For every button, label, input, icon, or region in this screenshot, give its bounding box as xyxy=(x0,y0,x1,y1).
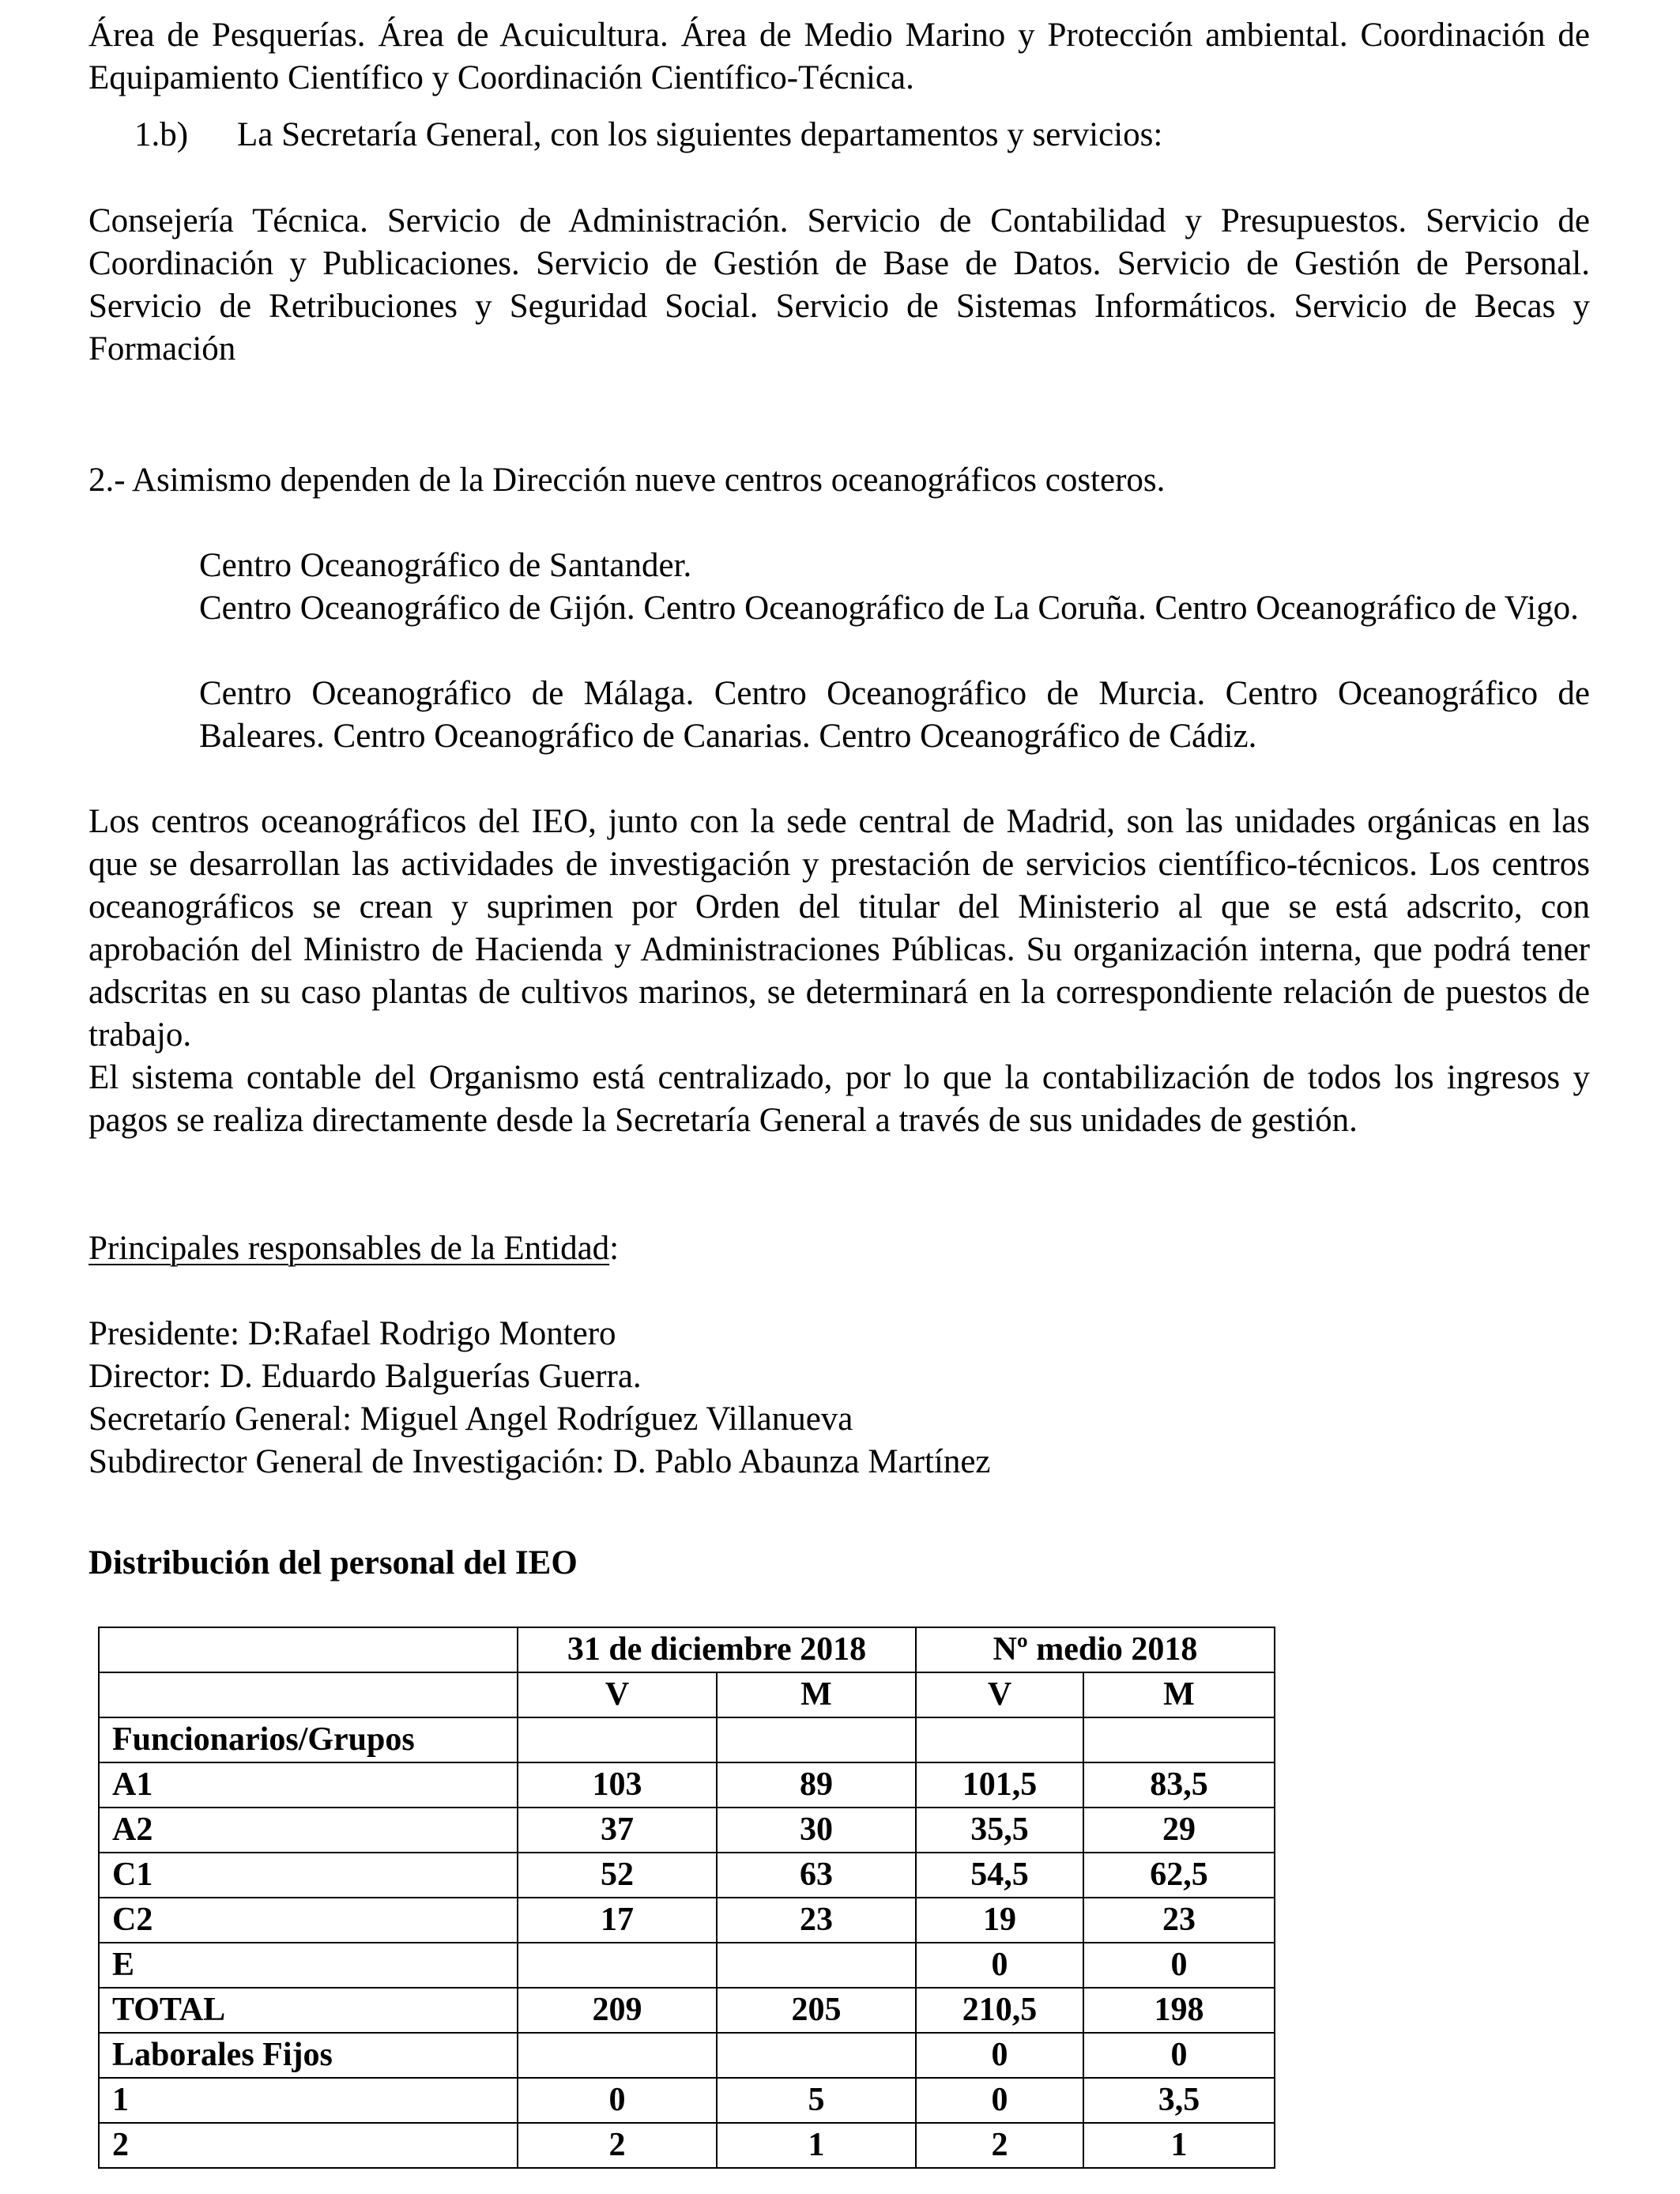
table-cell: 83,5 xyxy=(1083,1762,1275,1808)
table-cell: 5 xyxy=(717,2078,916,2123)
row-label: TOTAL xyxy=(99,1988,518,2033)
table-cell: 23 xyxy=(717,1898,916,1943)
table-row xyxy=(99,2078,1275,2123)
header-empty-cell xyxy=(99,1672,518,1717)
table-row xyxy=(99,1808,1275,1853)
table-cell: 0 xyxy=(1083,2033,1275,2078)
centros-line-3: Centro Oceanográfico de Málaga. Centro Oceanográfico de Murcia. Centro Oceanográfico de Baleares. Centro Oceanográfico de Canarias. Centro Oceanográfico de Cádiz. xyxy=(199,675,1590,755)
table-cell: 89 xyxy=(717,1762,916,1808)
table-cell: 54,5 xyxy=(916,1853,1083,1898)
table-cell xyxy=(717,1717,916,1762)
table-cell: 2 xyxy=(518,2123,717,2168)
sub-header: M xyxy=(1083,1672,1275,1717)
personal-table xyxy=(98,1627,1275,2169)
table-cell xyxy=(1083,1717,1275,1762)
heading-colon: : xyxy=(609,1230,620,1267)
responsables-heading xyxy=(89,1227,1590,1270)
responsable-secretario: Secretarío General: Miguel Angel Rodríguez Villanueva xyxy=(89,1400,853,1438)
table-cell: 210,5 xyxy=(916,1988,1083,2033)
table-cell: 1 xyxy=(1083,2123,1275,2168)
table-cell: 0 xyxy=(518,2078,717,2123)
table-cell: 62,5 xyxy=(1083,1853,1275,1898)
paragraph-centros-intro: 2.- Asimismo dependen de la Dirección nueve centros oceanográficos costeros. xyxy=(89,462,1166,499)
table-row xyxy=(99,1717,1275,1762)
responsable-subdirector: Subdirector General de Investigación: D. Pablo Abaunza Martínez xyxy=(89,1443,991,1480)
table-row xyxy=(99,1943,1275,1988)
table-cell: 0 xyxy=(916,2033,1083,2078)
table-cell xyxy=(916,1717,1083,1762)
table-cell: 205 xyxy=(717,1988,916,2033)
table-row xyxy=(99,1898,1275,1943)
paragraph-secretaria-general xyxy=(134,114,1636,156)
row-label: A1 xyxy=(99,1762,518,1808)
table-cell: 19 xyxy=(916,1898,1083,1943)
group-header-31-dic: 31 de diciembre 2018 xyxy=(518,1627,916,1672)
responsables-heading-text: Principales responsables de la Entidad xyxy=(89,1230,610,1267)
row-label: Laborales Fijos xyxy=(99,2033,518,2078)
table-cell: 29 xyxy=(1083,1808,1275,1853)
table-row xyxy=(99,2033,1275,2078)
table-cell: 17 xyxy=(518,1898,717,1943)
item-number: 1.b) xyxy=(134,116,189,153)
centros-line-1: Centro Oceanográfico de Santander. xyxy=(199,547,692,584)
table-cell: 101,5 xyxy=(916,1762,1083,1808)
table-cell: 2 xyxy=(916,2123,1083,2168)
table-cell: 0 xyxy=(916,2078,1083,2123)
table-cell xyxy=(518,1943,717,1988)
responsable-presidente: Presidente: D:Rafael Rodrigo Montero xyxy=(89,1315,616,1352)
table-cell xyxy=(717,1943,916,1988)
row-label: C1 xyxy=(99,1853,518,1898)
table-cell: 35,5 xyxy=(916,1808,1083,1853)
paragraph-servicios: Consejería Técnica. Servicio de Administración. Servicio de Contabilidad y Presupuestos. Servicio de Coordinación y Publicaciones. Servicio de Gestión de Base de Datos. Servicio de Gestión de Personal. Servicio de Retribuciones y Seguridad Social. Servicio de Sistemas Informáticos. Servicio de Becas y Formación xyxy=(89,202,1590,368)
row-label: E xyxy=(99,1943,518,1988)
paragraph-areas: Área de Pesquerías. Área de Acuicultura. Área de Medio Marino y Protección ambiental. Coordinación de Equipamiento Científico y Coordinación Científico-Técnica. xyxy=(89,17,1590,96)
table-row xyxy=(99,2123,1275,2168)
table-cell: 37 xyxy=(518,1808,717,1853)
row-label: 1 xyxy=(99,2078,518,2123)
centros-line-2: Centro Oceanográfico de Gijón. Centro Oceanográfico de La Coruña. Centro Oceanográfico de Vigo. xyxy=(199,590,1579,627)
table-row xyxy=(99,1853,1275,1898)
table-title: Distribución del personal del IEO xyxy=(89,1544,578,1581)
sub-header: V xyxy=(916,1672,1083,1717)
header-empty-cell xyxy=(99,1627,518,1672)
table-cell: 23 xyxy=(1083,1898,1275,1943)
table-cell xyxy=(518,1717,717,1762)
group-header-medio: Nº medio 2018 xyxy=(916,1627,1275,1672)
table-cell: 209 xyxy=(518,1988,717,2033)
table-cell xyxy=(717,2033,916,2078)
sub-header: V xyxy=(518,1672,717,1717)
table-cell: 1 xyxy=(717,2123,916,2168)
table-cell: 0 xyxy=(1083,1943,1275,1988)
table-header-row-1 xyxy=(99,1627,1275,1672)
row-label: A2 xyxy=(99,1808,518,1853)
table-row xyxy=(99,1988,1275,2033)
table-header-row-2 xyxy=(99,1672,1275,1717)
paragraph-centros-descripcion: Los centros oceanográficos del IEO, junto con la sede central de Madrid, son las unidades orgánicas en las que se desarrollan las actividades de investigación y prestación de servicios científico-técnicos. Los centros oceanográficos se crean y suprimen por Orden del titular del Ministerio al que se está adscrito, con aprobación del Ministro de Hacienda y Administraciones Públicas. Su organización interna, que podrá tener adscritas en su caso plantas de cultivos marinos, se determinará en la correspondiente relación de puestos de trabajo. xyxy=(89,803,1590,1054)
row-label: C2 xyxy=(99,1898,518,1943)
table-cell: 52 xyxy=(518,1853,717,1898)
row-label: Funcionarios/Grupos xyxy=(99,1717,518,1762)
table-cell: 63 xyxy=(717,1853,916,1898)
sub-header: M xyxy=(717,1672,916,1717)
table-cell: 103 xyxy=(518,1762,717,1808)
table-cell: 198 xyxy=(1083,1988,1275,2033)
item-text: La Secretaría General, con los siguientes departamentos y servicios: xyxy=(237,116,1163,153)
row-label: 2 xyxy=(99,2123,518,2168)
table-cell: 30 xyxy=(717,1808,916,1853)
table-row xyxy=(99,1762,1275,1808)
table-body xyxy=(99,1717,1275,2168)
table-cell xyxy=(518,2033,717,2078)
paragraph-sistema-contable: El sistema contable del Organismo está centralizado, por lo que la contabilización de todos los ingresos y pagos se realiza directamente desde la Secretaría General a través de sus unidades de gestión. xyxy=(89,1059,1590,1139)
table-cell: 3,5 xyxy=(1083,2078,1275,2123)
table-cell: 0 xyxy=(916,1943,1083,1988)
responsable-director: Director: D. Eduardo Balguerías Guerra. xyxy=(89,1358,642,1395)
